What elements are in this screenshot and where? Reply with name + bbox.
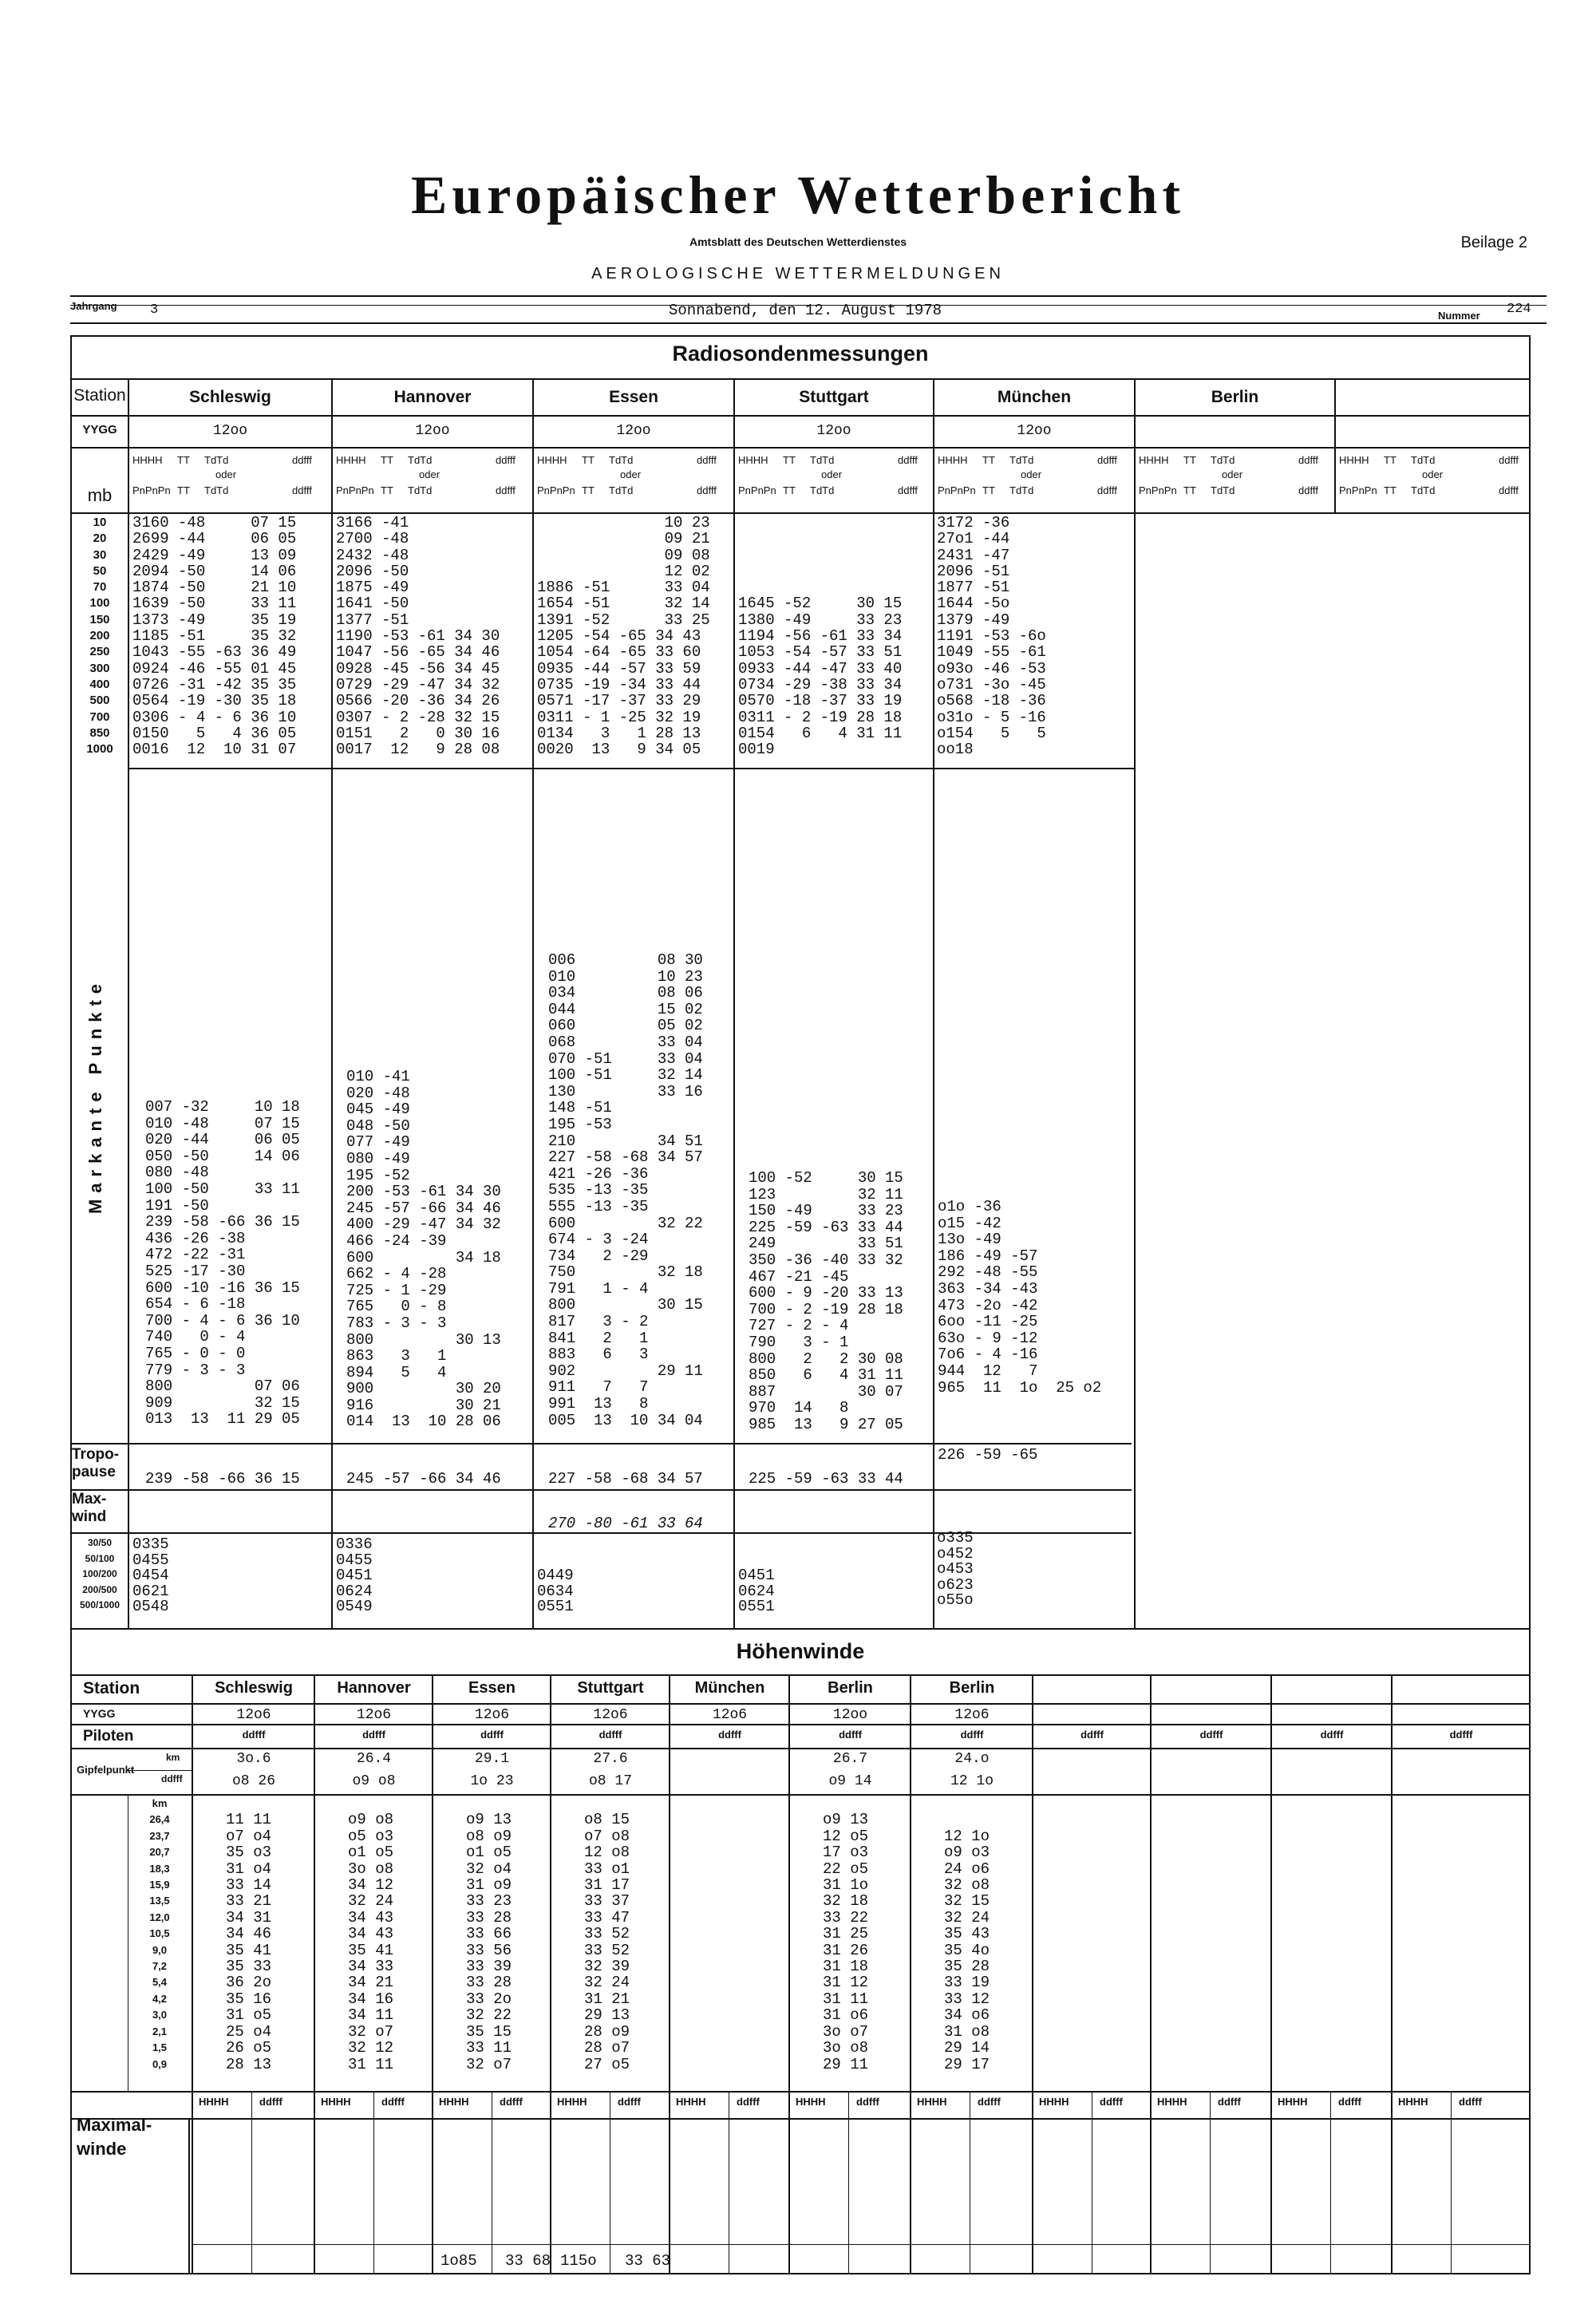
tropo-essen: 227 -58 -68 34 57 [548, 1470, 703, 1488]
mw-head-ddfff: ddfff [1100, 2096, 1123, 2108]
wind-cell: 12o6 [356, 1707, 392, 1723]
issue-date: Sonnabend, den 12. August 1978 [669, 302, 942, 319]
wind-cell: Hannover [337, 1679, 411, 1697]
grid-line [550, 1674, 551, 2274]
column-header-part: TdTd [609, 454, 634, 466]
std-levels-essen: 10 23 09 21 09 08 12 02 1886 -51 33 04 1654 -51 32 14 1391 -52 33 25 1205 -54 -65 34 43 1054 -64 -65 33 60 0935 -44 -57 33 59 0735 -19 -34 33 44 0571 -17 -37 33 29 0311 - 1 -25 32 19 0134 3 1 28 13 0020 13 9 34 05 [537, 514, 710, 759]
wind-cell: ddfff [1199, 1729, 1223, 1741]
wind-column: o9 13 o8 o9 o1 o5 32 o4 31 o9 33 23 33 28 33 66 33 56 33 39 33 28 33 2o 32 22 35 15 33 11 32 o7 [466, 1811, 512, 2073]
column-header-part: TdTd [408, 484, 433, 496]
mw-head-ddfff: ddfff [978, 2096, 1001, 2108]
maxwind-essen-d: 33 68 [505, 2252, 551, 2270]
column-header-part: HHHH [738, 454, 768, 466]
column-header-part: TT [381, 454, 393, 466]
column-header [1139, 453, 1330, 508]
column-header-part: PnPnPn [1139, 484, 1177, 496]
column-header-part: TT [1384, 484, 1396, 496]
column-header-part: ddfff [898, 454, 918, 466]
grid-line [1150, 1674, 1152, 2274]
station-name: Essen [609, 388, 658, 406]
column-header-part: TT [1183, 484, 1196, 496]
mw-head-hhhh: HHHH [1157, 2096, 1187, 2108]
wind-cell: ddfff [1320, 1729, 1344, 1741]
tropo-label: Tropo-pause [72, 1446, 120, 1480]
column-header [336, 453, 527, 508]
wind-cell: München [694, 1679, 765, 1697]
gipfel-dd-label: ddfff [161, 1773, 183, 1784]
column-header-part: HHHH [537, 454, 567, 466]
mark-points-hannover: 010 -41 020 -48 045 -49 048 -50 077 -49 080 -49 195 -52 200 -53 -61 34 30 245 -57 -66 34 46 400 -29 -47 34 32 466 -24 -39 600 34 18 662 - 4 -28 725 - 1 -29 765 0 - 8 783 - 3 - 3 800 30 13 863 3 1 894 5 4 900 30 20 916 30 21 014 13 10 28 06 [346, 1068, 501, 1431]
page-title: Europäischer Wetterbericht [410, 164, 1185, 225]
std-levels-stuttgart: 1645 -52 30 15 1380 -49 33 23 1194 -56 -61 33 34 1053 -54 -57 33 51 0933 -44 -47 33 40 0734 -29 -38 33 34 0570 -18 -37 33 19 0311 - 2 -19 28 18 0154 6 4 31 11 0019 [738, 595, 903, 759]
mw-head-hhhh: HHHH [321, 2096, 351, 2108]
radiosonde-title: Radiosondenmessungen [672, 342, 929, 366]
section-heading: AEROLOGISCHE WETTERMELDUNGEN [591, 265, 1005, 283]
mw-head-ddfff: ddfff [1218, 2096, 1241, 2108]
grid-line [1210, 2091, 1211, 2274]
wind-cell: Berlin [828, 1679, 873, 1697]
mw-head-hhhh: HHHH [557, 2096, 587, 2108]
mark-points-stuttgart: 100 -52 30 15 123 32 11 150 -49 33 23 225 -59 -63 33 44 249 33 51 350 -36 -40 33 32 467 -21 -45 600 - 9 -20 33 13 700 - 2 -19 28 18 727 - 2 - 4 790 3 - 1 800 2 2 30 08 850 6 4 31 11 887 30 07 970 14 8 985 13 9 27 05 [749, 1169, 903, 1433]
tropo-schleswig: 239 -58 -66 36 15 [145, 1470, 300, 1488]
column-header [1339, 453, 1531, 508]
column-header-part: ddfff [898, 484, 918, 496]
column-header-part: TdTd [1009, 454, 1034, 466]
mw-head-ddfff: ddfff [259, 2096, 282, 2108]
wind-cell: 12oo [832, 1707, 868, 1723]
grid-line [848, 2091, 849, 2274]
column-header-part: oder [1222, 468, 1243, 480]
wind-cell: 1o 23 [470, 1773, 514, 1789]
maxwind-stuttgart-h: 115o [560, 2252, 597, 2270]
tropo-hannover: 245 -57 -66 34 46 [346, 1470, 501, 1488]
column-header-part: ddfff [1097, 484, 1117, 496]
column-header-part: ddfff [697, 454, 717, 466]
wind-column: o8 15 o7 o8 12 o8 33 o1 31 17 33 37 33 47 33 52 33 52 32 39 32 24 31 21 29 13 28 o9 28 o7 27 o5 [584, 1811, 630, 2073]
grid-line [1330, 2091, 1331, 2274]
wind-column: 12 1o o9 o3 24 o6 32 o8 32 15 32 24 35 43 35 4o 35 28 33 19 33 12 34 o6 31 o8 29 14 29 17 [944, 1827, 990, 2073]
column-header-part: HHHH [1339, 454, 1369, 466]
mw-head-hhhh: HHHH [199, 2096, 229, 2108]
column-header-part: TdTd [204, 484, 229, 496]
nummer-value: 224 [1507, 302, 1531, 317]
wind-cell: 12o6 [236, 1707, 271, 1723]
yygg-value: 12oo [816, 423, 851, 439]
column-header-part: ddfff [1298, 454, 1318, 466]
column-header-part: PnPnPn [738, 484, 776, 496]
column-header-part: TdTd [609, 484, 634, 496]
wind-cell: ddfff [1449, 1729, 1473, 1741]
column-header-part: ddfff [292, 454, 312, 466]
maxwind-stuttgart-d: 33 63 [625, 2252, 671, 2270]
grid-line [192, 1674, 193, 2274]
column-header-part: ddfff [1097, 454, 1117, 466]
wind-cell: ddfff [362, 1729, 385, 1741]
column-header-part: TdTd [1211, 484, 1235, 496]
wind-cell: ddfff [839, 1729, 862, 1741]
mw-head-ddfff: ddfff [1459, 2096, 1482, 2108]
std-levels-schleswig: 3160 -48 07 15 2699 -44 06 05 2429 -49 13 09 2094 -50 14 06 1874 -50 21 10 1639 -50 33 11 1373 -49 35 19 1185 -51 35 32 1043 -55 -63 36 49 0924 -46 -55 01 45 0726 -31 -42 35 35 0564 -19 -30 35 18 0306 - 4 - 6 36 10 0150 5 4 36 05 0016 12 10 31 07 [132, 514, 297, 759]
wind-cell: Berlin [949, 1679, 995, 1697]
mw-head-hhhh: HHHH [1398, 2096, 1428, 2108]
wind-cell: 26.7 [832, 1751, 868, 1767]
column-header-part: ddfff [1298, 484, 1318, 496]
column-header-part: ddfff [496, 484, 516, 496]
mw-head-ddfff: ddfff [381, 2096, 405, 2108]
column-header-part: ddfff [1499, 454, 1519, 466]
wind-cell: Schleswig [215, 1679, 293, 1697]
station-name: Stuttgart [799, 388, 869, 406]
thickness-muenchen: o335 o452 o453 o623 o55o [937, 1529, 974, 1609]
wind-cell: 3o.6 [236, 1751, 271, 1767]
column-header-part: TdTd [810, 454, 835, 466]
mw-head-hhhh: HHHH [1278, 2096, 1308, 2108]
mw-head-hhhh: HHHH [917, 2096, 947, 2108]
yygg-value: 12oo [616, 423, 651, 439]
column-header-part: PnPnPn [1339, 484, 1377, 496]
std-levels-hannover: 3166 -41 2700 -48 2432 -48 2096 -50 1875 -49 1641 -50 1377 -51 1190 -53 -61 34 30 1047 -56 -65 34 46 0928 -45 -56 34 45 0729 -29 -47 34 32 0566 -20 -36 34 26 0307 - 2 -28 32 15 0151 2 0 30 16 0017 12 9 28 08 [336, 514, 500, 759]
grid-line [373, 2091, 374, 2274]
grid-line [188, 2118, 190, 2274]
yygg-value: 12oo [212, 423, 248, 439]
grid-line [669, 1674, 670, 2274]
column-header-part: HHHH [1139, 454, 1169, 466]
station-name: Schleswig [189, 388, 271, 406]
column-header-part: TT [982, 454, 995, 466]
subtitle: Amtsblatt des Deutschen Wetterdienstes [689, 235, 907, 248]
jahrgang-value: 3 [150, 302, 159, 318]
column-header-part: TT [783, 484, 796, 496]
wind-column: 11 11 o7 o4 35 o3 31 o4 33 14 33 21 34 31 34 46 35 41 35 33 36 2o 35 16 31 o5 25 o4 26 o5 28 13 [226, 1811, 272, 2073]
wind-column: o9 13 12 o5 17 o3 22 o5 31 1o 32 18 33 22 31 25 31 26 31 18 31 12 31 11 31 o6 3o o7 3o o8 29 11 [823, 1811, 869, 2073]
mark-points-label: Markante Punkte [85, 977, 105, 1215]
mw-head-hhhh: HHHH [1039, 2096, 1069, 2108]
wind-cell: 12o6 [474, 1707, 510, 1723]
column-header-part: TT [783, 454, 796, 466]
wind-cell: o8 26 [231, 1773, 275, 1789]
grid-line [1270, 1674, 1272, 2274]
column-header-part: ddfff [496, 454, 516, 466]
mark-points-label-box [80, 977, 112, 1221]
thickness-schleswig: 0335 0455 0454 0621 0548 [132, 1535, 169, 1615]
mw-head-hhhh: HHHH [676, 2096, 706, 2108]
grid-line [128, 1770, 192, 1771]
thickness-stuttgart: 0451 0624 0551 [738, 1567, 775, 1615]
mw-head-hhhh: HHHH [796, 2096, 826, 2108]
column-header-part: ddfff [292, 484, 312, 496]
wind-cell: ddfff [1080, 1729, 1104, 1741]
wind-cell: ddfff [718, 1729, 741, 1741]
wind-cell: ddfff [480, 1729, 504, 1741]
column-header-part: TT [1384, 454, 1396, 466]
column-header-part: PnPnPn [938, 484, 976, 496]
mb-label: mb [87, 485, 113, 505]
column-header-part: TT [381, 484, 393, 496]
wind-cell: ddfff [242, 1729, 266, 1741]
grid-line [192, 2244, 1529, 2245]
wind-cell: Essen [468, 1679, 516, 1697]
beilage-label: Beilage 2 [1460, 234, 1527, 251]
winds-frame [70, 1630, 1531, 2274]
mw-head-ddfff: ddfff [500, 2096, 523, 2108]
column-header-part: TdTd [204, 454, 229, 466]
maxwind-essen: 270 -80 -61 33 64 [548, 1515, 703, 1532]
wind-cell: ddfff [960, 1729, 984, 1741]
nummer-label: Nummer [1438, 310, 1480, 322]
grid-line [1451, 2091, 1452, 2274]
station-name: Berlin [1211, 388, 1259, 406]
column-header-part: TT [582, 454, 595, 466]
wind-cell: 26.4 [356, 1751, 392, 1767]
winds-station-label: Station [83, 1679, 140, 1697]
column-header-part: PnPnPn [537, 484, 575, 496]
column-header-part: TT [582, 484, 595, 496]
mw-head-ddfff: ddfff [618, 2096, 641, 2108]
grid-line [1529, 1674, 1531, 2274]
grid-line [251, 2091, 252, 2274]
column-header [938, 453, 1129, 508]
grid-line [1032, 1674, 1033, 2274]
column-header-part: oder [821, 468, 843, 480]
column-header-part: TdTd [1411, 484, 1436, 496]
column-header-part: TdTd [408, 454, 433, 466]
wind-cell: 12o6 [712, 1707, 748, 1723]
column-header-part: oder [1021, 468, 1042, 480]
wind-cell: 27.6 [593, 1751, 628, 1767]
column-header-part: TdTd [1211, 454, 1235, 466]
column-header-part: oder [1422, 468, 1444, 480]
wind-cell: o9 o8 [352, 1773, 396, 1789]
station-name: München [997, 388, 1072, 406]
column-header-part: TT [982, 484, 995, 496]
gipfel-label: Gipfelpunkt [77, 1764, 135, 1776]
thickness-hannover: 0336 0455 0451 0624 0549 [336, 1535, 373, 1615]
column-header-part: TdTd [1009, 484, 1034, 496]
piloten-label: Piloten [83, 1728, 134, 1745]
std-levels-muenchen: 3172 -36 27o1 -44 2431 -47 2096 -51 1877 -51 1644 -5o 1379 -49 1191 -53 -6o 1049 -55 -61 o93o -46 -53 o731 -3o -45 o568 -18 -36 o31o - 5 -16 o154 5 5 oo18 [937, 514, 1046, 759]
wind-column: o9 o8 o5 o3 o1 o5 3o o8 34 12 32 24 34 43 34 43 35 41 34 33 34 21 34 16 34 11 32 o7 32 12 31 11 [348, 1811, 394, 2073]
column-header-part: PnPnPn [336, 484, 374, 496]
column-header-part: TdTd [1411, 454, 1436, 466]
column-header [132, 453, 324, 508]
grid-line [788, 1674, 790, 2274]
winds-title: Höhenwinde [736, 1639, 865, 1663]
tropo-stuttgart: 225 -59 -63 33 44 [749, 1470, 903, 1488]
mw-head-hhhh: HHHH [439, 2096, 469, 2108]
grid-line [1391, 1674, 1393, 2274]
grid-line [910, 1674, 911, 2274]
maximalwinde-label: Maximal-winde [77, 2115, 152, 2159]
wind-cell: 12 1o [950, 1773, 994, 1789]
wind-cell: 12o6 [593, 1707, 628, 1723]
column-header [738, 453, 930, 508]
wind-levels: km 26,4 23,7 20,7 18,3 15,9 13,5 12,0 10,5 9,0 7,2 5,4 4,2 3,0 2,1 1,5 0,9 [149, 1797, 170, 2070]
maxwind-label: Max-wind [72, 1491, 107, 1525]
wind-cell: o9 14 [828, 1773, 872, 1789]
mw-head-ddfff: ddfff [856, 2096, 879, 2108]
column-header-part: HHHH [132, 454, 163, 466]
column-header-part: ddfff [1499, 484, 1519, 496]
column-header-part: oder [620, 468, 642, 480]
column-header-part: TdTd [810, 484, 835, 496]
grid-line [432, 1674, 433, 2274]
column-header-part: ddfff [697, 484, 717, 496]
thickness-essen: 0449 0634 0551 [537, 1567, 574, 1615]
wind-cell: 12o6 [954, 1707, 990, 1723]
column-header-part: PnPnPn [132, 484, 171, 496]
column-header-part: TT [1183, 454, 1196, 466]
column-header-part: HHHH [938, 454, 968, 466]
mw-head-ddfff: ddfff [1338, 2096, 1361, 2108]
yygg-label: YYGG [82, 423, 117, 437]
wind-cell: 24.o [954, 1751, 990, 1767]
station-label: Station [73, 386, 126, 405]
mark-points-essen: 006 08 30 010 10 23 034 08 06 044 15 02 060 05 02 068 33 04 070 -51 33 04 100 -51 32 14 130 33 16 148 -51 195 -53 210 34 51 227 -58 -68 34 57 421 -26 -36 535 -13 -35 555 -13 -35 600 32 22 674 - 3 -24 734 2 -29 750 32 18 791 1 - 4 800 30 15 817 3 - 2 841 2 1 883 6 3 902 29 11 911 7 7 991 13 8 005 13 10 34 04 [548, 951, 703, 1429]
gipfel-km-label: km [166, 1752, 180, 1763]
mw-head-ddfff: ddfff [737, 2096, 760, 2108]
column-header-part: oder [215, 468, 237, 480]
thickness-levels: 30/50 50/100 100/200 200/500 500/1000 [79, 1537, 120, 1610]
column-header-part: oder [419, 468, 440, 480]
wind-cell: Stuttgart [577, 1679, 644, 1697]
station-name: Hannover [393, 388, 472, 406]
maxwind-essen-h: 1o85 [440, 2252, 477, 2270]
pressure-levels: 10 20 30 50 70 100 150 200 250 300 400 500 700 850 1000 [86, 516, 113, 757]
tropo-muenchen: 226 -59 -65 [938, 1446, 1038, 1464]
grid-line [314, 1674, 315, 2274]
column-header-part: TT [177, 454, 190, 466]
wind-cell: 29.1 [474, 1751, 510, 1767]
column-header-part: HHHH [336, 454, 366, 466]
yygg-value: 12oo [1017, 423, 1052, 439]
mark-points-schleswig: 007 -32 10 18 010 -48 07 15 020 -44 06 05 050 -50 14 06 080 -48 100 -50 33 11 191 -50 239 -58 -66 36 15 436 -26 -38 472 -22 -31 525 -17 -30 600 -10 -16 36 15 654 - 6 -18 700 - 4 - 6 36 10 740 0 - 4 765 - 0 - 0 779 - 3 - 3 800 07 06 909 32 15 013 13 11 29 05 [145, 1098, 300, 1429]
jahrgang-label: Jahrgang [70, 300, 117, 312]
yygg-value: 12oo [415, 423, 450, 439]
wind-cell: ddfff [598, 1729, 622, 1741]
winds-yygg-label: YYGG [83, 1707, 116, 1720]
wind-cell: o8 17 [588, 1773, 632, 1789]
mark-points-muenchen: o1o -36 o15 -42 13o -49 186 -49 -57 292 -48 -55 363 -34 -43 473 -2o -42 6oo -11 -25 63o - 9 -12 7o6 - 4 -16 944 12 7 965 11 1o 25 o2 [938, 1198, 1102, 1397]
column-header [537, 453, 729, 508]
column-header-part: TT [177, 484, 190, 496]
